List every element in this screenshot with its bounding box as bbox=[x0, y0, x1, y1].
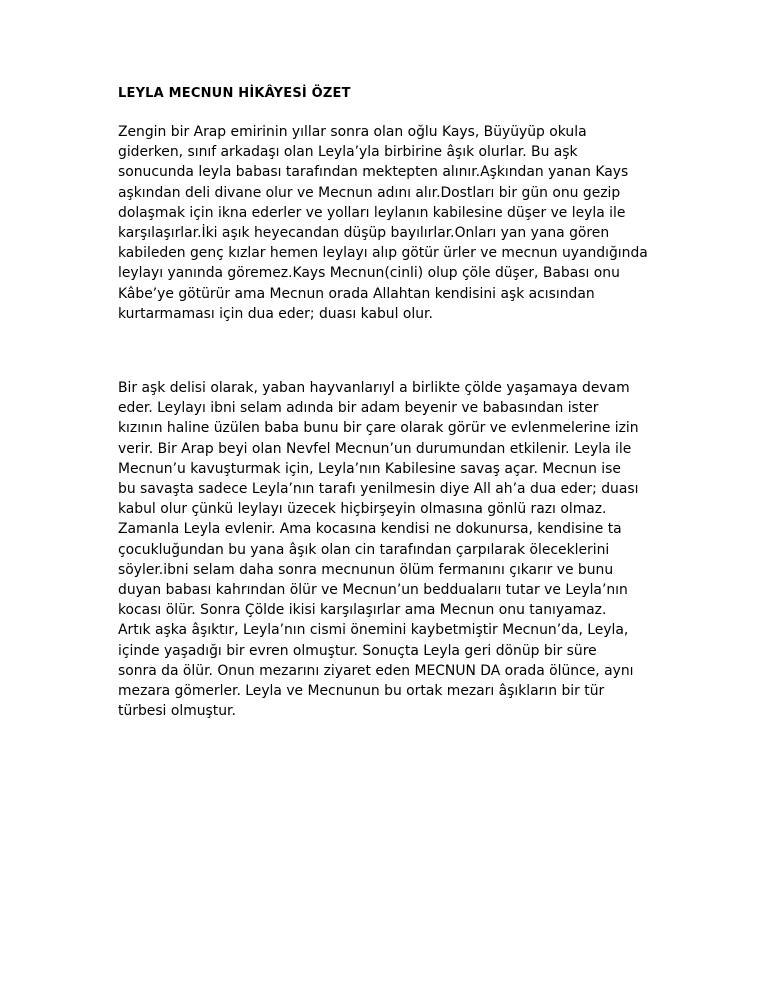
text-line: Mecnun’u kavuşturmak için, Leyla’nın Kabilesine savaş açar. Mecnun ise bbox=[118, 460, 621, 477]
text-line: karşılaşırlar.İki aşık heyecandan düşüp bayılırlar.Onları yan yana gören bbox=[118, 225, 610, 242]
text-line: duyan babası kahrından ölür ve Mecnun’un beddualarıı tutar ve Leyla’nın bbox=[118, 582, 628, 599]
text-line: dolaşmak için ikna ederler ve yolları leylanın kabilesine düşer ve leyla ile bbox=[118, 204, 626, 221]
text-line: leylayı yanında göremez.Kays Mecnun(cinli) olup çöle düşer, Babası onu bbox=[118, 265, 620, 282]
text-line: kızının haline üzülen baba bunu bir çare olarak görür ve evlenmelerine izin bbox=[118, 420, 639, 437]
text-line: eder. Leylayı ibni selam adında bir adam beyenir ve babasından ister bbox=[118, 400, 599, 417]
text-line: giderken, sınıf arkadaşı olan Leyla’yla birbirine âşık olurlar. Bu aşk bbox=[118, 144, 578, 161]
text-line: söyler.ibni selam daha sonra mecnunun ölüm fermanını çıkarır ve bunu bbox=[118, 561, 614, 578]
document-title: LEYLA MECNUN HİKÂYESİ ÖZET bbox=[118, 86, 351, 101]
text-line: kabul olur çünkü leylayı üzecek hiçbirşeyin olmasına gönlü razı olmaz. bbox=[118, 501, 607, 518]
text-line: verir. Bir Arap beyi olan Nevfel Mecnun’un durumundan etkilenir. Leyla ile bbox=[118, 440, 632, 457]
text-line: kurtarmaması için dua eder; duası kabul olur. bbox=[118, 305, 433, 322]
paragraph-1 bbox=[118, 122, 648, 324]
text-line: bu savaşta sadece Leyla’nın tarafı yenilmesin diye All ah’a dua eder; duası bbox=[118, 481, 639, 498]
text-line: kabileden genç kızlar hemen leylayı alıp götür ürler ve mecnun uyandığında bbox=[118, 245, 648, 262]
text-line: kocası ölür. Sonra Çölde ikisi karşılaşırlar ama Mecnun onu tanıyamaz. bbox=[118, 602, 607, 619]
text-line: mezara gömerler. Leyla ve Mecnunun bu ortak mezarı âşıkların bir tür bbox=[118, 683, 605, 700]
text-line: Artık aşka âşıktır, Leyla’nın cismi önemini kaybetmiştir Mecnun’da, Leyla, bbox=[118, 622, 629, 639]
text-line: Kâbe’ye götürür ama Mecnun orada Allahtan kendisini aşk acısından bbox=[118, 285, 595, 302]
text-line: Bir aşk delisi olarak, yaban hayvanlarıyl a birlikte çölde yaşamaya devam bbox=[118, 380, 630, 396]
text-line: sonra da ölür. Onun mezarını ziyaret eden MECNUN DA orada ölünce, aynı bbox=[118, 662, 634, 679]
text-line: Zengin bir Arap emirinin yıllar sonra olan oğlu Kays, Büyüyüp okula bbox=[118, 124, 587, 140]
text-line: Zamanla Leyla evlenir. Ama kocasına kendisi ne dokunursa, kendisine ta bbox=[118, 521, 622, 538]
paragraph-2 bbox=[118, 378, 639, 721]
text-line: içinde yaşadığı bir evren olmuştur. Sonuçta Leyla geri dönüp bir süre bbox=[118, 642, 597, 659]
text-line: çocukluğundan bu yana âşık olan cin tarafından çarpılarak öleceklerini bbox=[118, 541, 610, 558]
text-line: aşkından deli divane olur ve Mecnun adını alır.Dostları bir gün onu gezip bbox=[118, 184, 621, 201]
text-line: türbesi olmuştur. bbox=[118, 703, 236, 720]
text-line: sonucunda leyla babası tarafından mektepten alınır.Aşkından yanan Kays bbox=[118, 164, 629, 181]
